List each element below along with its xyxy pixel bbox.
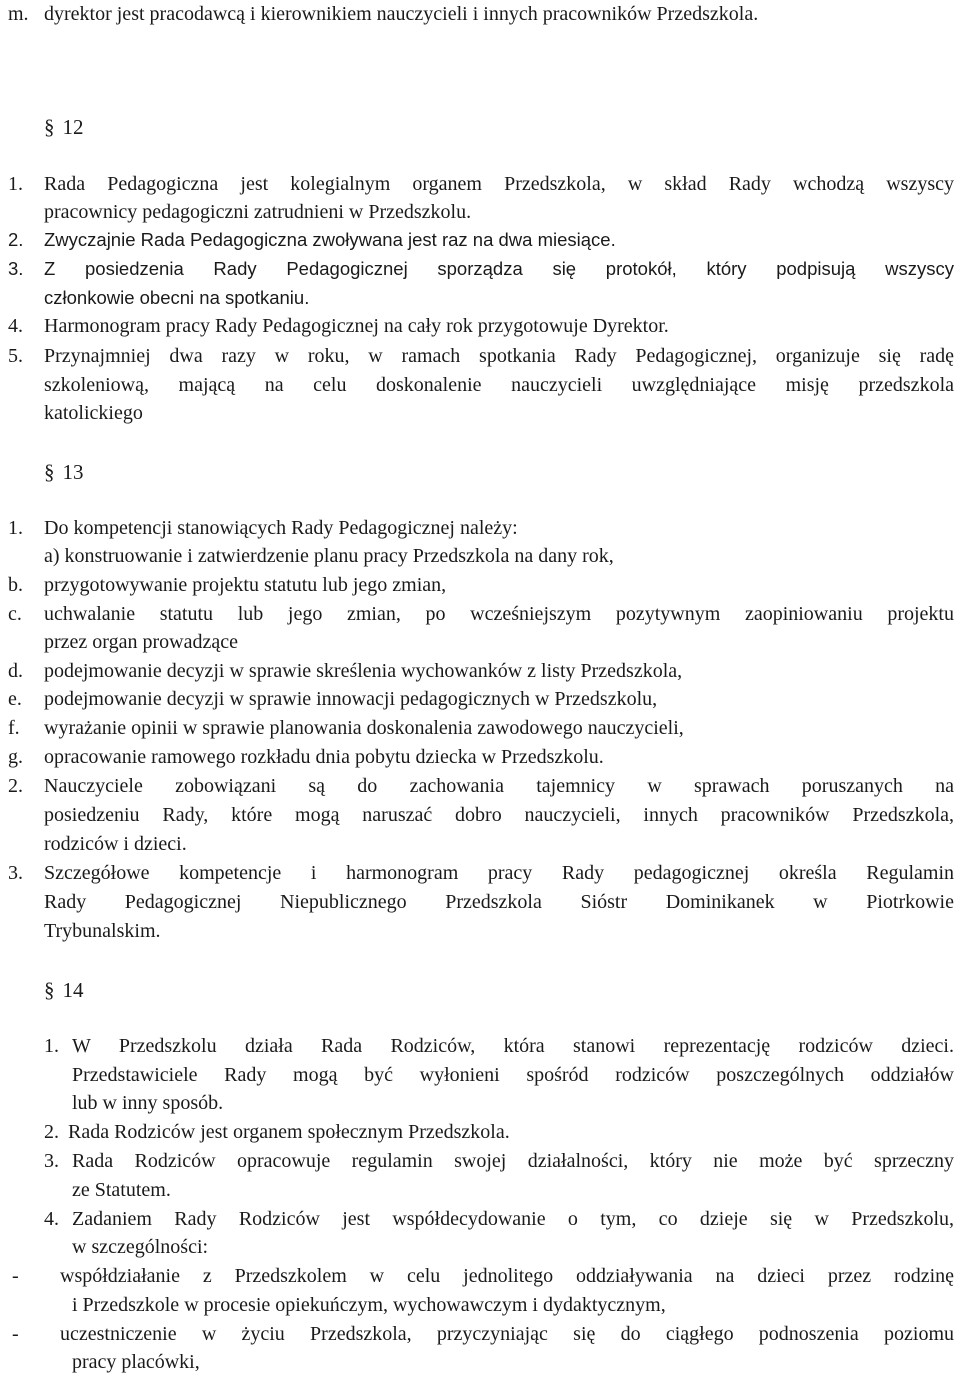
section-number: 14	[62, 978, 84, 1002]
list-item-text: Szczegółowe kompetencje i harmonogram pracy Rady pedagogicznej określa Regulamin	[44, 862, 954, 884]
list-marker: 2.	[44, 1121, 59, 1143]
list-item-text: Rady Pedagogicznej Niepublicznego Przedszkola Sióstr Dominikanek w Piotrkowie	[44, 891, 954, 913]
list-marker: 3.	[8, 862, 23, 884]
sub-item-marker: e.	[8, 688, 22, 710]
list-item-text: szkoleniową, mającą na celu doskonalenie nauczycieli uwzględniające misję przedszkola	[44, 374, 954, 396]
sub-item-marker: b.	[8, 574, 23, 596]
list-item-text: Harmonogram pracy Rady Pedagogicznej na cały rok przygotowuje Dyrektor.	[44, 315, 669, 337]
list-item-text: Z posiedzenia Rady Pedagogicznej sporządza się protokół, który podpisują wszyscy	[44, 258, 954, 279]
dash-marker: -	[12, 1323, 19, 1345]
section-sign: §	[44, 115, 55, 139]
intro-text: dyrektor jest pracodawcą i kierownikiem nauczycieli i innych pracowników Przedszkola.	[44, 3, 759, 25]
list-item-text: Przynajmniej dwa razy w roku, w ramach spotkania Rady Pedagogicznej, organizuje się radę	[44, 345, 954, 367]
list-item-text: Do kompetencji stanowiących Rady Pedagogicznej należy:	[44, 517, 518, 539]
list-marker: 3.	[44, 1150, 59, 1172]
dash-item-text: uczestniczenie w życiu Przedszkola, przyczyniając się do ciągłego podnoszenia poziomu	[60, 1323, 954, 1345]
list-marker: 1.	[44, 1035, 59, 1057]
sub-item-text: przygotowywanie projektu statutu lub jego zmian,	[44, 574, 447, 596]
list-marker: 1.	[8, 517, 23, 539]
list-item-text: Rada Rodziców opracowuje regulamin swojej działalności, który nie może być sprzeczny	[72, 1150, 954, 1172]
sub-item-text: opracowanie ramowego rozkładu dnia pobytu dziecka w Przedszkolu.	[44, 746, 604, 768]
sub-item-text: uchwalanie statutu lub jego zmian, po wcześniejszym pozytywnym zaopiniowaniu projektu	[44, 603, 954, 625]
list-item-text: Nauczyciele zobowiązani są do zachowania tajemnicy w sprawach poruszanych na	[44, 775, 954, 797]
list-item-text: pracownicy pedagogiczni zatrudnieni w Przedszkolu.	[44, 201, 472, 223]
section-sign: §	[44, 978, 55, 1002]
section-13-heading	[44, 457, 84, 487]
list-item-text: Trybunalskim.	[44, 920, 161, 942]
list-item-text: posiedzeniu Rady, które mogą naruszać dobro nauczycieli, innych pracowników Przedszkola,	[44, 804, 954, 826]
list-marker: 4.	[8, 315, 23, 337]
list-item-text: W Przedszkolu działa Rada Rodziców, która stanowi reprezentację rodziców dzieci.	[72, 1035, 954, 1057]
sub-item-text: podejmowanie decyzji w sprawie innowacji pedagogicznych w Przedszkolu,	[44, 688, 658, 710]
dash-item-text: i Przedszkole w procesie opiekuńczym, wychowawczym i dydaktycznym,	[72, 1294, 666, 1316]
dash-marker: -	[12, 1265, 19, 1287]
section-14-heading	[44, 975, 84, 1005]
sub-item-marker: g.	[8, 746, 23, 768]
list-marker: 1.	[8, 173, 23, 195]
section-number: 13	[62, 460, 84, 484]
section-sign: §	[44, 460, 55, 484]
list-item-text: lub w inny sposób.	[72, 1092, 224, 1114]
sub-item-text: podejmowanie decyzji w sprawie skreślenia wychowanków z listy Przedszkola,	[44, 660, 683, 682]
list-item-text: rodziców i dzieci.	[44, 833, 187, 855]
list-item-text: ze Statutem.	[72, 1179, 171, 1201]
list-item-text: Przedstawiciele Rady mogą być wyłonieni spośród rodziców poszczególnych oddziałów	[72, 1064, 954, 1086]
list-item-text: katolickiego	[44, 402, 143, 424]
section-12-heading	[44, 112, 84, 142]
dash-item-text: współdziałanie z Przedszkolem w celu jednolitego oddziaływania na dzieci przez rodzinę	[60, 1265, 954, 1287]
sub-item-marker: c.	[8, 603, 22, 625]
sub-item-marker: d.	[8, 660, 23, 682]
sub-item-marker: f.	[8, 717, 20, 739]
list-marker: 3.	[8, 258, 24, 279]
list-item-text: Rada Rodziców jest organem społecznym Przedszkola.	[68, 1121, 510, 1143]
list-item-text: Zwyczajnie Rada Pedagogiczna zwoływana jest raz na dwa miesiące.	[44, 229, 616, 250]
list-item-text: członkowie obecni na spotkaniu.	[44, 287, 310, 308]
list-item-text: Zadaniem Rady Rodziców jest współdecydowanie o tym, co dzieje się w Przedszkolu,	[72, 1208, 954, 1230]
list-marker: 2.	[8, 229, 24, 250]
list-marker: 5.	[8, 345, 23, 367]
list-item-text: Rada Pedagogiczna jest kolegialnym organem Przedszkola, w skład Rady wchodzą wszyscy	[44, 173, 954, 195]
list-item-text: w szczególności:	[72, 1236, 209, 1258]
sub-item-text: a) konstruowanie i zatwierdzenie planu pracy Przedszkola na dany rok,	[44, 545, 614, 567]
sub-item-text: przez organ prowadzące	[44, 631, 238, 653]
list-marker: 4.	[44, 1208, 59, 1230]
list-marker: 2.	[8, 775, 23, 797]
sub-item-text: wyrażanie opinii w sprawie planowania doskonalenia zawodowego nauczycieli,	[44, 717, 684, 739]
intro-marker: m.	[8, 3, 29, 25]
dash-item-text: pracy placówki,	[72, 1351, 200, 1373]
section-number: 12	[62, 115, 84, 139]
